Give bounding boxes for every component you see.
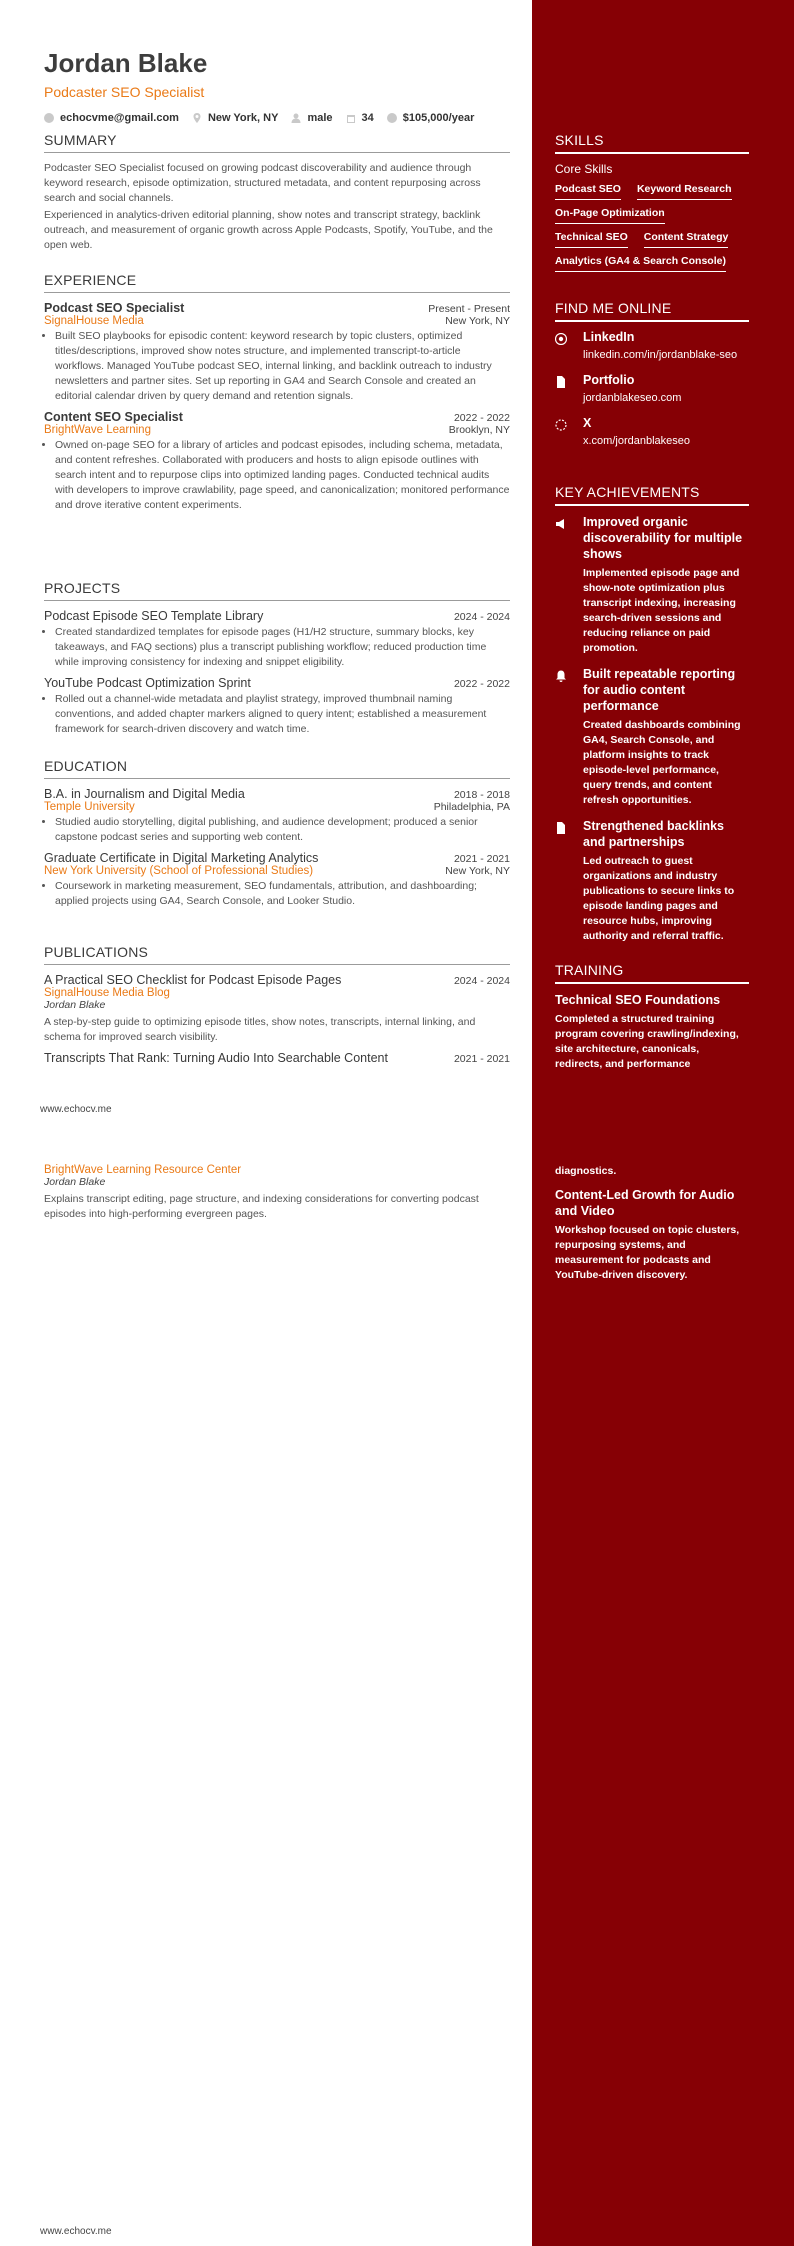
school-location: Philadelphia, PA <box>433 801 510 813</box>
publication-description: Explains transcript editing, page structure, and indexing considerations for converting podcast episodes into high-performing evergreen pages. <box>44 1193 479 1220</box>
training-description: Completed a structured training program covering crawling/indexing, site architecture, canonicals, redirects, and performance <box>555 1013 739 1070</box>
publication-author: Jordan Blake <box>44 999 106 1011</box>
training-title: Content-Led Growth for Audio and Video <box>555 1188 735 1218</box>
degree: B.A. in Journalism and Digital Media <box>44 787 245 801</box>
project-entry <box>44 609 510 670</box>
section-heading: PROJECTS <box>44 580 510 601</box>
education-bullet: • Studied audio storytelling, digital publishing, and audience development; produced a senior capstone podcast series and supporting web content. <box>55 815 510 845</box>
document-icon <box>555 822 567 834</box>
skill-tag: Keyword Research <box>637 180 732 200</box>
bell-icon <box>555 670 567 682</box>
skill-tag: On-Page Optimization <box>555 204 665 224</box>
salary-icon <box>387 113 397 123</box>
section-heading: SUMMARY <box>44 132 510 153</box>
location-pin-icon <box>192 113 202 123</box>
megaphone-icon <box>555 518 567 530</box>
publisher: BrightWave Learning Resource Center <box>44 1164 242 1176</box>
experience-entry <box>44 301 510 404</box>
document-icon <box>555 376 567 388</box>
resume-header <box>44 40 510 124</box>
linkedin-icon <box>555 333 567 345</box>
project-dates: 2024 - 2024 <box>453 611 510 623</box>
project-name: YouTube Podcast Optimization Sprint <box>44 676 251 690</box>
achievements-section <box>555 484 749 954</box>
section-heading: TRAINING <box>555 962 749 984</box>
contact-email[interactable]: echocvme@gmail.com <box>44 112 179 124</box>
school: Temple University <box>44 801 135 813</box>
summary-section <box>44 132 510 255</box>
candidate-name: Jordan Blake <box>44 48 208 78</box>
job-title: Content SEO Specialist <box>44 410 183 424</box>
contact-gender: male <box>291 112 332 124</box>
skills-section <box>555 132 749 276</box>
online-link-url[interactable]: x.com/jordanblakeseo <box>583 435 691 447</box>
contact-age: 34 <box>346 112 374 124</box>
online-link-url[interactable]: linkedin.com/in/jordanblake-seo <box>583 349 738 361</box>
calendar-icon <box>346 113 356 123</box>
publication-entry-continued <box>44 1164 510 1224</box>
training-description: Workshop focused on topic clusters, repurposing systems, and measurement for podcasts and YouTube-driven discovery. <box>555 1224 740 1281</box>
publications-section <box>44 944 510 1065</box>
achievement-description: Led outreach to guest organizations and industry publications to secure links to episode landing pages and resource hubs, improving authority and referral traffic. <box>583 855 735 942</box>
footer-link[interactable]: www.echocv.me <box>40 1104 112 1115</box>
achievement-item <box>555 818 749 944</box>
online-link-label: X <box>583 416 592 430</box>
publication-description: A step-by-step guide to optimizing episode titles, show notes, transcripts, internal linking, and schema for improved search visibility. <box>44 1016 476 1043</box>
publication-title: A Practical SEO Checklist for Podcast Episode Pages <box>44 973 342 987</box>
online-link-label: Portfolio <box>583 373 635 387</box>
training-section <box>555 962 749 1072</box>
project-name: Podcast Episode SEO Template Library <box>44 609 264 623</box>
employer: SignalHouse Media <box>44 315 144 327</box>
candidate-title: Podcaster SEO Specialist <box>44 84 205 100</box>
section-heading: FIND ME ONLINE <box>555 300 749 322</box>
skill-tag: Podcast SEO <box>555 180 621 200</box>
publication-title: Transcripts That Rank: Turning Audio Into Searchable Content <box>44 1051 388 1065</box>
achievement-description: Created dashboards combining GA4, Search Console, and platform insights to track episode-level performance, query trends, and content refresh opportunities. <box>583 719 741 806</box>
summary-paragraph: Podcaster SEO Specialist focused on growing podcast discoverability and audience through keyword research, episode optimization, structured metadata, and content repurposing across search and social channels. <box>44 162 481 204</box>
contact-bar <box>44 112 510 124</box>
contact-salary: $105,000/year <box>387 112 475 124</box>
publisher: SignalHouse Media Blog <box>44 987 170 999</box>
online-link-portfolio[interactable] <box>555 373 749 406</box>
training-section-continued <box>555 1164 749 1283</box>
project-bullet: • Rolled out a channel-wide metadata and playlist strategy, improved thumbnail naming conventions, and added chapter markers aligned to query intent; established a measurement framework for search-driven discovery and watch time. <box>55 692 510 737</box>
education-entry <box>44 787 510 845</box>
achievement-title: Strengthened backlinks and partnerships <box>583 819 725 849</box>
training-item <box>555 992 749 1072</box>
experience-entry <box>44 410 510 513</box>
section-heading: PUBLICATIONS <box>44 944 510 965</box>
section-heading: EDUCATION <box>44 758 510 779</box>
publication-author: Jordan Blake <box>44 1176 106 1188</box>
person-icon <box>291 113 301 123</box>
email-icon <box>44 113 54 123</box>
online-link-label: LinkedIn <box>583 330 635 344</box>
achievement-description: Implemented episode page and show-note optimization plus transcript indexing, increasing search-driven sessions and reducing reliance on paid promotion. <box>583 567 740 654</box>
skill-tags <box>555 180 749 276</box>
education-bullet: • Coursework in marketing measurement, SEO fundamentals, attribution, and dashboarding; applied projects using GA4, Search Console, and Looker Studio. <box>55 879 510 909</box>
achievement-title: Improved organic discoverability for multiple shows <box>583 515 743 561</box>
x-icon <box>555 419 567 431</box>
achievement-item <box>555 514 749 656</box>
section-heading: KEY ACHIEVEMENTS <box>555 484 749 506</box>
school: New York University (School of Professional Studies) <box>44 865 314 877</box>
section-heading: SKILLS <box>555 132 749 154</box>
training-item <box>555 1187 749 1283</box>
training-description: diagnostics. <box>555 1165 617 1177</box>
training-title: Technical SEO Foundations <box>555 993 721 1007</box>
online-section <box>555 300 749 459</box>
degree: Graduate Certificate in Digital Marketing Analytics <box>44 851 319 865</box>
experience-section <box>44 272 510 519</box>
education-dates: 2021 - 2021 <box>453 853 510 865</box>
employer: BrightWave Learning <box>44 424 151 436</box>
project-dates: 2022 - 2022 <box>453 678 510 690</box>
job-bullet: • Owned on-page SEO for a library of articles and podcast episodes, including schema, metadata, and content refreshes. Collaborated with producers and hosts to align episode outlines with search intent and to repurpose clips into optimized landing pages. Conducted technical audits with developers to improve crawlability, page speed, and canonicalization; monitored performance and drove iterative content experiments. <box>55 438 510 513</box>
online-link-x[interactable] <box>555 416 749 449</box>
school-location: New York, NY <box>445 865 510 877</box>
job-bullet: • Built SEO playbooks for episodic content: keyword research by topic clusters, optimized titles/descriptions, improved show notes structure, and implemented transcript-to-article workflows. Managed YouTube podcast SEO, internal linking, and backlink outreach to industry newsletters and partner sites. Set up reporting in GA4 and Search Console and created an editorial calendar driven by query demand and retention signals. <box>55 329 510 404</box>
publication-dates: 2021 - 2021 <box>453 1053 510 1065</box>
achievement-title: Built repeatable reporting for audio content performance <box>583 667 736 713</box>
contact-location: New York, NY <box>192 112 279 124</box>
online-link-linkedin[interactable] <box>555 330 749 363</box>
job-location: New York, NY <box>445 315 510 327</box>
online-link-url[interactable]: jordanblakeseo.com <box>583 392 682 404</box>
skill-group-title: Core Skills <box>555 162 613 176</box>
education-dates: 2018 - 2018 <box>453 789 510 801</box>
projects-section <box>44 580 510 743</box>
publication-entry-header <box>44 1051 510 1065</box>
project-bullet: • Created standardized templates for episode pages (H1/H2 structure, summary blocks, key takeaways, and FAQ sections) plus a transcript publishing workflow; reduced production time while improving consistency for indexing and snippet eligibility. <box>55 625 510 670</box>
education-entry <box>44 851 510 909</box>
job-dates: Present - Present <box>428 303 510 315</box>
skill-tag: Content Strategy <box>644 228 729 248</box>
job-title: Podcast SEO Specialist <box>44 301 185 315</box>
education-section <box>44 758 510 915</box>
section-heading: EXPERIENCE <box>44 272 510 293</box>
publication-dates: 2024 - 2024 <box>453 975 510 987</box>
summary-paragraph: Experienced in analytics-driven editorial planning, show notes and transcript strategy, backlink outreach, and measurement of organic growth across Apple Podcasts, Spotify, YouTube, and the open web. <box>44 209 493 251</box>
job-location: Brooklyn, NY <box>448 424 510 436</box>
achievement-item <box>555 666 749 808</box>
project-entry <box>44 676 510 737</box>
skill-tag: Analytics (GA4 & Search Console) <box>555 252 726 272</box>
footer-link[interactable]: www.echocv.me <box>40 2226 112 2237</box>
job-dates: 2022 - 2022 <box>453 412 510 424</box>
publication-entry <box>44 973 510 1045</box>
skill-tag: Technical SEO <box>555 228 628 248</box>
